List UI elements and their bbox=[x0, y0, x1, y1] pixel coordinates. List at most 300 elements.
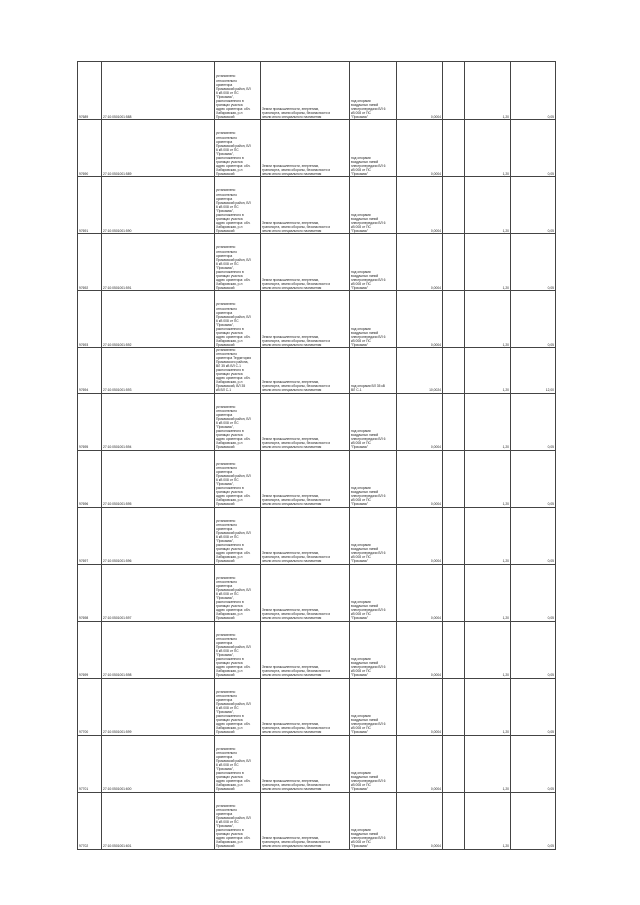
location-cell-line: "Прикамск", bbox=[216, 653, 235, 658]
location-cell-line: расположенного в bbox=[216, 269, 244, 274]
rate-cell: 1,20 bbox=[465, 450, 511, 507]
land-category-cell-line: Земли промышленности, энергетики, bbox=[262, 220, 320, 225]
empty-cell bbox=[443, 678, 465, 735]
amount-cell: 0,05 bbox=[511, 393, 556, 450]
rate-cell: 1,20 bbox=[465, 621, 511, 678]
location-cell-line: Прикамский bbox=[216, 673, 235, 678]
location-cell-line: Хабаровская, р-н bbox=[216, 783, 243, 788]
permitted-use-cell-line: "Прикамск" bbox=[351, 445, 369, 450]
location-cell-line: установлено bbox=[216, 348, 236, 352]
permitted-use-cell-line: электропередачи ВЛ 6 bbox=[351, 334, 386, 339]
permitted-use-cell bbox=[350, 393, 397, 450]
location-cell bbox=[215, 678, 261, 735]
permitted-use-cell-line: кВ 008 от ПС bbox=[351, 783, 371, 788]
table-row bbox=[78, 291, 556, 348]
amount-cell: 0,05 bbox=[511, 621, 556, 678]
table-row bbox=[78, 393, 556, 450]
land-category-cell-line: Земли промышленности, энергетики, bbox=[262, 163, 320, 168]
location-cell-line: "Прикамск", bbox=[216, 767, 235, 772]
location-cell-line: расположенного в bbox=[216, 155, 244, 160]
location-cell-line: Прикамский район, ВЛ bbox=[216, 702, 251, 707]
table-row bbox=[78, 564, 556, 621]
row-number-cell: 97697 bbox=[78, 507, 102, 564]
location-cell-line: установлено bbox=[216, 576, 236, 580]
location-cell-line: ориентира bbox=[216, 413, 233, 418]
permitted-use-cell-line: воздушных линий bbox=[351, 159, 379, 164]
land-category-cell-line: земли иного специального назначения bbox=[262, 673, 322, 678]
row-number-cell: 97692 bbox=[78, 234, 102, 291]
table-row bbox=[78, 792, 556, 849]
permitted-use-cell-line: воздушных линий bbox=[351, 604, 379, 609]
location-cell-line: ориентира bbox=[216, 584, 233, 589]
land-category-cell-line: транспорта, земли обороны, безопасности и bbox=[262, 840, 331, 845]
row-number-cell: 97702 bbox=[78, 792, 102, 849]
location-cell bbox=[215, 564, 261, 621]
location-cell-line: относительно bbox=[216, 306, 237, 311]
location-cell-line: относительно bbox=[216, 523, 237, 528]
location-cell-line: ориентира bbox=[216, 139, 233, 144]
location-cell-line: Прикамского района, bbox=[216, 360, 249, 365]
permitted-use-cell bbox=[350, 678, 397, 735]
location-cell-line: установлено bbox=[216, 245, 236, 250]
location-cell-line: расположенного в bbox=[216, 212, 244, 217]
land-category-cell bbox=[261, 291, 350, 348]
cadastral-number-cell: 27:10:0501001:594 bbox=[102, 393, 215, 450]
location-cell-line: адрес ориентира: обл. bbox=[216, 220, 251, 225]
location-cell-line: кВ ВЛ С-1 bbox=[216, 388, 232, 393]
cadastral-number-cell: 27:10:0501001:601 bbox=[102, 792, 215, 849]
location-cell-line: установлено bbox=[216, 804, 236, 808]
table-row bbox=[78, 678, 556, 735]
location-cell-line: установлено bbox=[216, 74, 236, 79]
location-cell-line: расположенного в bbox=[216, 657, 244, 662]
land-category-cell bbox=[261, 792, 350, 849]
location-cell-line: Хабаровская, р-н bbox=[216, 441, 243, 446]
location-cell-line: адрес ориентира: обл. bbox=[216, 376, 251, 381]
location-cell-line: границах участка bbox=[216, 433, 243, 438]
rate-cell: 1,20 bbox=[465, 177, 511, 234]
location-cell-line: Прикамский район, ВЛ bbox=[216, 200, 251, 205]
empty-cell bbox=[443, 564, 465, 621]
location-cell-line: Прикамский bbox=[216, 559, 235, 564]
permitted-use-cell-line: воздушных линий bbox=[351, 490, 379, 495]
rate-cell: 1,20 bbox=[465, 393, 511, 450]
land-category-cell-line: земли иного специального назначения bbox=[262, 342, 322, 347]
permitted-use-cell-line: кВ 008 от ПС bbox=[351, 555, 371, 560]
permitted-use-cell-line: воздушных линий bbox=[351, 216, 379, 221]
land-category-cell bbox=[261, 678, 350, 735]
location-cell-line: "Прикамск", bbox=[216, 425, 235, 430]
area-cell: 0,0004 bbox=[397, 393, 443, 450]
location-cell bbox=[215, 621, 261, 678]
land-category-cell-line: Земли промышленности, энергетики, bbox=[262, 722, 320, 727]
location-cell-line: 6 кВ 008 от ПС bbox=[216, 147, 239, 152]
area-cell: 0,0004 bbox=[397, 507, 443, 564]
location-cell-line: Прикамский bbox=[216, 285, 235, 290]
location-cell-line: расположенного в bbox=[216, 326, 244, 331]
location-cell-line: "Прикамск", bbox=[216, 265, 235, 270]
area-cell: 0,0004 bbox=[397, 177, 443, 234]
land-category-cell-line: земли иного специального назначения bbox=[262, 787, 322, 792]
amount-cell: 0,05 bbox=[511, 177, 556, 234]
permitted-use-cell-line: под опорами bbox=[351, 600, 371, 605]
location-cell-line: 6 кВ 008 от ПС bbox=[216, 535, 239, 540]
location-cell-line: расположенного в bbox=[216, 771, 244, 776]
land-category-cell-line: Земли промышленности, энергетики, bbox=[262, 277, 320, 282]
location-cell-line: 6 кВ 008 от ПС bbox=[216, 261, 239, 266]
permitted-use-cell-line: под опорами bbox=[351, 657, 371, 662]
cadastral-number-cell: 27:10:0501001:595 bbox=[102, 450, 215, 507]
land-category-cell-line: земли иного специального назначения bbox=[262, 114, 322, 119]
location-cell-line: адрес ориентира: обл. bbox=[216, 722, 251, 727]
location-cell-line: Прикамский bbox=[216, 114, 235, 119]
location-cell-line: "Прикамск", bbox=[216, 482, 235, 487]
empty-cell bbox=[443, 234, 465, 291]
permitted-use-cell bbox=[350, 621, 397, 678]
permitted-use-cell-line: "Прикамск" bbox=[351, 787, 369, 792]
land-category-cell bbox=[261, 234, 350, 291]
location-cell-line: ориентира bbox=[216, 641, 233, 646]
rate-cell: 1,20 bbox=[465, 234, 511, 291]
table-row bbox=[78, 348, 556, 394]
permitted-use-cell-line: под опорами bbox=[351, 212, 371, 217]
permitted-use-cell-line: электропередачи ВЛ 6 bbox=[351, 277, 386, 282]
location-cell-line: расположенного в bbox=[216, 429, 244, 434]
location-cell-line: Хабаровская, р-н bbox=[216, 498, 243, 503]
location-cell-line: Прикамский bbox=[216, 171, 235, 176]
row-number-cell: 97691 bbox=[78, 177, 102, 234]
rate-cell: 1,20 bbox=[465, 735, 511, 792]
location-cell-line: установлено bbox=[216, 462, 236, 466]
location-cell-line: Прикамский район, ВЛ bbox=[216, 759, 251, 764]
permitted-use-cell bbox=[350, 450, 397, 507]
permitted-use-cell-line: "Прикамск" bbox=[351, 673, 369, 678]
land-category-cell-line: земли иного специального назначения bbox=[262, 171, 322, 176]
location-cell-line: Прикамский bbox=[216, 502, 235, 507]
location-cell-line: Хабаровская, р-н bbox=[216, 726, 243, 731]
location-cell-line: расположенного в bbox=[216, 98, 244, 103]
permitted-use-cell-line: под опорами bbox=[351, 771, 371, 776]
permitted-use-cell-line: кВ 008 от ПС bbox=[351, 110, 371, 115]
land-category-cell bbox=[261, 62, 350, 120]
permitted-use-cell-line: электропередачи ВЛ 6 bbox=[351, 220, 386, 225]
permitted-use-cell-line: "Прикамск" bbox=[351, 114, 369, 119]
permitted-use-cell-line: под опорами bbox=[351, 326, 371, 331]
location-cell-line: расположенного в bbox=[216, 828, 244, 833]
land-category-cell-line: транспорта, земли обороны, безопасности и bbox=[262, 338, 331, 343]
permitted-use-cell-line: электропередачи ВЛ 6 bbox=[351, 437, 386, 442]
permitted-use-cell-line: электропередачи ВЛ 6 bbox=[351, 106, 386, 111]
location-cell-line: "Прикамск", bbox=[216, 710, 235, 715]
location-cell-line: Прикамский район, ВЛ bbox=[216, 816, 251, 821]
permitted-use-cell-line: электропередачи ВЛ 6 bbox=[351, 494, 386, 499]
location-cell-line: ориентира bbox=[216, 527, 233, 532]
location-cell-line: границах участка bbox=[216, 718, 243, 723]
land-category-cell-line: земли иного специального назначения bbox=[262, 285, 322, 290]
cadastral-number-cell: 27:10:0501001:588 bbox=[102, 62, 215, 120]
land-category-cell-line: Земли промышленности, энергетики, bbox=[262, 836, 320, 841]
permitted-use-cell-line: под опорами bbox=[351, 269, 371, 274]
permitted-use-cell-line: воздушных линий bbox=[351, 775, 379, 780]
land-category-cell bbox=[261, 564, 350, 621]
area-cell: 0,0004 bbox=[397, 621, 443, 678]
location-cell-line: установлено bbox=[216, 747, 236, 751]
location-cell-line: Прикамский bbox=[216, 730, 235, 735]
area-cell: 0,0004 bbox=[397, 450, 443, 507]
rate-cell: 1,20 bbox=[465, 291, 511, 348]
land-category-cell-line: транспорта, земли обороны, безопасности и bbox=[262, 441, 331, 446]
land-category-cell-line: Земли промышленности, энергетики, bbox=[262, 608, 320, 613]
location-cell-line: расположенного в bbox=[216, 543, 244, 548]
location-cell-line: Хабаровская, р-н bbox=[216, 281, 243, 286]
amount-cell: 0,05 bbox=[511, 735, 556, 792]
location-cell-line: ориентира Территория bbox=[216, 356, 252, 361]
permitted-use-cell-line: электропередачи ВЛ 6 bbox=[351, 779, 386, 784]
table-row bbox=[78, 234, 556, 291]
amount-cell: 0,05 bbox=[511, 450, 556, 507]
land-category-cell bbox=[261, 177, 350, 234]
location-cell-line: относительно bbox=[216, 751, 237, 756]
location-cell-line: 6 кВ 008 от ПС bbox=[216, 318, 239, 323]
cadastral-number-cell: 27:10:0501001:597 bbox=[102, 564, 215, 621]
location-cell bbox=[215, 177, 261, 234]
location-cell-line: границах участка bbox=[216, 330, 243, 335]
permitted-use-cell bbox=[350, 291, 397, 348]
location-cell bbox=[215, 735, 261, 792]
land-category-cell bbox=[261, 507, 350, 564]
location-cell-line: 6 кВ 008 от ПС bbox=[216, 478, 239, 483]
location-cell-line: "Прикамск", bbox=[216, 596, 235, 601]
row-number-cell: 97693 bbox=[78, 291, 102, 348]
land-category-cell-line: земли иного специального назначения bbox=[262, 844, 322, 849]
area-cell: 10,0024 bbox=[397, 348, 443, 394]
permitted-use-cell-line: электропередачи ВЛ 6 bbox=[351, 551, 386, 556]
location-cell-line: расположенного в bbox=[216, 486, 244, 491]
empty-cell bbox=[443, 177, 465, 234]
permitted-use-cell-line: воздушных линий bbox=[351, 330, 379, 335]
location-cell-line: ориентира bbox=[216, 196, 233, 201]
location-cell-line: Хабаровская, р-н bbox=[216, 840, 243, 845]
permitted-use-cell bbox=[350, 792, 397, 849]
location-cell-line: 6 кВ 008 от ПС bbox=[216, 204, 239, 209]
location-cell-line: границах участка bbox=[216, 273, 243, 278]
permitted-use-cell-line: электропередачи ВЛ 6 bbox=[351, 722, 386, 727]
land-category-cell-line: земли иного специального назначения bbox=[262, 559, 322, 564]
location-cell-line: 6 кВ 008 от ПС bbox=[216, 820, 239, 825]
permitted-use-cell-line: "Прикамск" bbox=[351, 616, 369, 621]
location-cell-line: установлено bbox=[216, 690, 236, 694]
permitted-use-cell-line: кВ 008 от ПС bbox=[351, 281, 371, 286]
location-cell-line: Прикамский bbox=[216, 616, 235, 621]
row-number-cell: 97690 bbox=[78, 120, 102, 177]
location-cell-line: расположенного в bbox=[216, 600, 244, 605]
permitted-use-cell-line: кВ 008 от ПС bbox=[351, 669, 371, 674]
land-category-cell-line: земли иного специального назначения bbox=[262, 445, 322, 450]
location-cell-line: адрес ориентира: обл. bbox=[216, 277, 251, 282]
location-cell-line: ориентира bbox=[216, 470, 233, 475]
land-category-cell-line: транспорта, земли обороны, безопасности и bbox=[262, 167, 331, 172]
location-cell-line: относительно bbox=[216, 694, 237, 699]
rate-cell: 1,20 bbox=[465, 120, 511, 177]
permitted-use-cell-line: электропередачи ВЛ 6 bbox=[351, 836, 386, 841]
land-category-cell bbox=[261, 621, 350, 678]
location-cell-line: Прикамский район, ВЛ bbox=[216, 314, 251, 319]
location-cell bbox=[215, 234, 261, 291]
permitted-use-cell-line: электропередачи ВЛ 6 bbox=[351, 608, 386, 613]
location-cell-line: Хабаровская, р-н bbox=[216, 110, 243, 115]
location-cell-line: адрес ориентира: обл. bbox=[216, 665, 251, 670]
location-cell-line: расположенного в bbox=[216, 714, 244, 719]
land-category-cell-line: земли иного специального назначения bbox=[262, 616, 322, 621]
location-cell-line: границах участка bbox=[216, 159, 243, 164]
location-cell-line: расположенного в bbox=[216, 368, 244, 373]
location-cell-line: "Прикамск", bbox=[216, 208, 235, 213]
cadastral-number-cell: 27:10:0501001:593 bbox=[102, 348, 215, 394]
table-row bbox=[78, 177, 556, 234]
permitted-use-cell-line: воздушных линий bbox=[351, 273, 379, 278]
empty-cell bbox=[443, 507, 465, 564]
location-cell-line: установлено bbox=[216, 633, 236, 637]
amount-cell: 0,05 bbox=[511, 291, 556, 348]
location-cell bbox=[215, 792, 261, 849]
row-number-cell: 97699 bbox=[78, 621, 102, 678]
location-cell-line: относительно bbox=[216, 580, 237, 585]
land-category-cell-line: транспорта, земли обороны, безопасности и bbox=[262, 281, 331, 286]
empty-cell bbox=[443, 735, 465, 792]
area-cell: 0,0004 bbox=[397, 234, 443, 291]
permitted-use-cell-line: воздушных линий bbox=[351, 102, 379, 107]
location-cell-line: Прикамский район, ВЛ bbox=[216, 417, 251, 422]
cadastral-number-cell: 27:10:0501001:600 bbox=[102, 735, 215, 792]
land-category-cell-line: земли иного специального назначения bbox=[262, 502, 322, 507]
permitted-use-cell bbox=[350, 507, 397, 564]
permitted-use-cell-line: "Прикамск" bbox=[351, 171, 369, 176]
location-cell-line: ориентира bbox=[216, 253, 233, 258]
permitted-use-cell-line: электропередачи ВЛ 6 bbox=[351, 163, 386, 168]
location-cell-line: границах участка bbox=[216, 372, 243, 377]
area-cell: 0,0004 bbox=[397, 792, 443, 849]
area-cell: 0,0004 bbox=[397, 62, 443, 120]
location-cell-line: Хабаровская, р-н bbox=[216, 669, 243, 674]
empty-cell bbox=[443, 62, 465, 120]
location-cell-line: установлено bbox=[216, 519, 236, 523]
row-number-cell: 97694 bbox=[78, 348, 102, 394]
location-cell-line: адрес ориентира: обл. bbox=[216, 334, 251, 339]
amount-cell: 0,05 bbox=[511, 792, 556, 849]
location-cell-line: "Прикамск", bbox=[216, 539, 235, 544]
amount-cell: 0,05 bbox=[511, 678, 556, 735]
table-row bbox=[78, 507, 556, 564]
table-body bbox=[78, 62, 556, 850]
location-cell-line: ВЛ 35 кВ ВЛ С-1 bbox=[216, 364, 241, 369]
location-cell-line: Прикамский, ВЛ 35 bbox=[216, 384, 246, 389]
land-category-cell-line: земли иного специального назначения bbox=[262, 228, 322, 233]
location-cell-line: ориентира bbox=[216, 82, 233, 87]
land-category-cell bbox=[261, 120, 350, 177]
location-cell-line: границах участка bbox=[216, 490, 243, 495]
area-cell: 0,0004 bbox=[397, 120, 443, 177]
location-cell bbox=[215, 120, 261, 177]
land-category-cell-line: транспорта, земли обороны, безопасности и bbox=[262, 110, 331, 115]
permitted-use-cell-line: "Прикамск" bbox=[351, 730, 369, 735]
location-cell-line: "Прикамск", bbox=[216, 151, 235, 156]
cadastral-number-cell: 27:10:0501001:592 bbox=[102, 291, 215, 348]
amount-cell: 0,05 bbox=[511, 62, 556, 120]
location-cell-line: адрес ориентира: обл. bbox=[216, 836, 251, 841]
location-cell-line: границах участка bbox=[216, 832, 243, 837]
permitted-use-cell-line: под опорами bbox=[351, 543, 371, 548]
table-row bbox=[78, 621, 556, 678]
permitted-use-cell-line: под опорами bbox=[351, 828, 371, 833]
permitted-use-cell-line: воздушных линий bbox=[351, 433, 379, 438]
area-cell: 0,0004 bbox=[397, 735, 443, 792]
location-cell-line: адрес ориентира: обл. bbox=[216, 551, 251, 556]
amount-cell: 0,05 bbox=[511, 507, 556, 564]
location-cell-line: относительно bbox=[216, 409, 237, 414]
cadastral-number-cell: 27:10:0501001:598 bbox=[102, 621, 215, 678]
permitted-use-cell bbox=[350, 177, 397, 234]
land-category-cell-line: транспорта, земли обороны, безопасности и bbox=[262, 555, 331, 560]
row-number-cell: 97698 bbox=[78, 564, 102, 621]
location-cell bbox=[215, 291, 261, 348]
location-cell-line: "Прикамск", bbox=[216, 824, 235, 829]
permitted-use-cell-line: воздушных линий bbox=[351, 718, 379, 723]
empty-cell bbox=[443, 621, 465, 678]
empty-cell bbox=[443, 393, 465, 450]
location-cell-line: Прикамский район, ВЛ bbox=[216, 143, 251, 148]
permitted-use-cell-line: кВ 008 от ПС bbox=[351, 726, 371, 731]
location-cell-line: Прикамский bbox=[216, 787, 235, 792]
permitted-use-cell bbox=[350, 348, 397, 394]
row-number-cell: 97695 bbox=[78, 393, 102, 450]
location-cell-line: относительно bbox=[216, 78, 237, 83]
location-cell-line: относительно bbox=[216, 352, 237, 357]
permitted-use-cell-line: "Прикамск" bbox=[351, 844, 369, 849]
land-category-cell-line: транспорта, земли обороны, безопасности и bbox=[262, 726, 331, 731]
permitted-use-cell-line: под опорами bbox=[351, 486, 371, 491]
land-category-cell-line: Земли промышленности, энергетики, bbox=[262, 437, 320, 442]
permitted-use-cell-line: "Прикамск" bbox=[351, 502, 369, 507]
location-cell-line: установлено bbox=[216, 302, 236, 307]
permitted-use-cell-line: под опорами bbox=[351, 429, 371, 434]
location-cell-line: Прикамский район, ВЛ bbox=[216, 645, 251, 650]
location-cell-line: ориентира bbox=[216, 698, 233, 703]
land-category-cell-line: транспорта, земли обороны, безопасности и bbox=[262, 384, 331, 389]
permitted-use-cell-line: воздушных линий bbox=[351, 547, 379, 552]
amount-cell: 0,05 bbox=[511, 120, 556, 177]
location-cell-line: Хабаровская, р-н bbox=[216, 555, 243, 560]
permitted-use-cell-line: кВ 008 от ПС bbox=[351, 441, 371, 446]
permitted-use-cell bbox=[350, 120, 397, 177]
permitted-use-cell bbox=[350, 564, 397, 621]
permitted-use-cell-line: кВ 008 от ПС bbox=[351, 167, 371, 172]
location-cell-line: ориентира bbox=[216, 310, 233, 315]
cadastral-number-cell: 27:10:0501001:596 bbox=[102, 507, 215, 564]
permitted-use-cell bbox=[350, 62, 397, 120]
cadastral-number-cell: 27:10:0501001:590 bbox=[102, 177, 215, 234]
location-cell-line: адрес ориентира: обл. bbox=[216, 163, 251, 168]
permitted-use-cell-line: кВ 008 от ПС bbox=[351, 612, 371, 617]
permitted-use-cell bbox=[350, 234, 397, 291]
location-cell-line: относительно bbox=[216, 249, 237, 254]
permitted-use-cell-line: "Прикамск" bbox=[351, 342, 369, 347]
permitted-use-cell-line: под опорами bbox=[351, 155, 371, 160]
rate-cell: 1,20 bbox=[465, 792, 511, 849]
permitted-use-cell-line: ВЛ С-1 bbox=[351, 388, 362, 393]
cadastral-number-cell: 27:10:0501001:591 bbox=[102, 234, 215, 291]
permitted-use-cell-line: электропередачи ВЛ 6 bbox=[351, 665, 386, 670]
location-cell-line: установлено bbox=[216, 188, 236, 193]
